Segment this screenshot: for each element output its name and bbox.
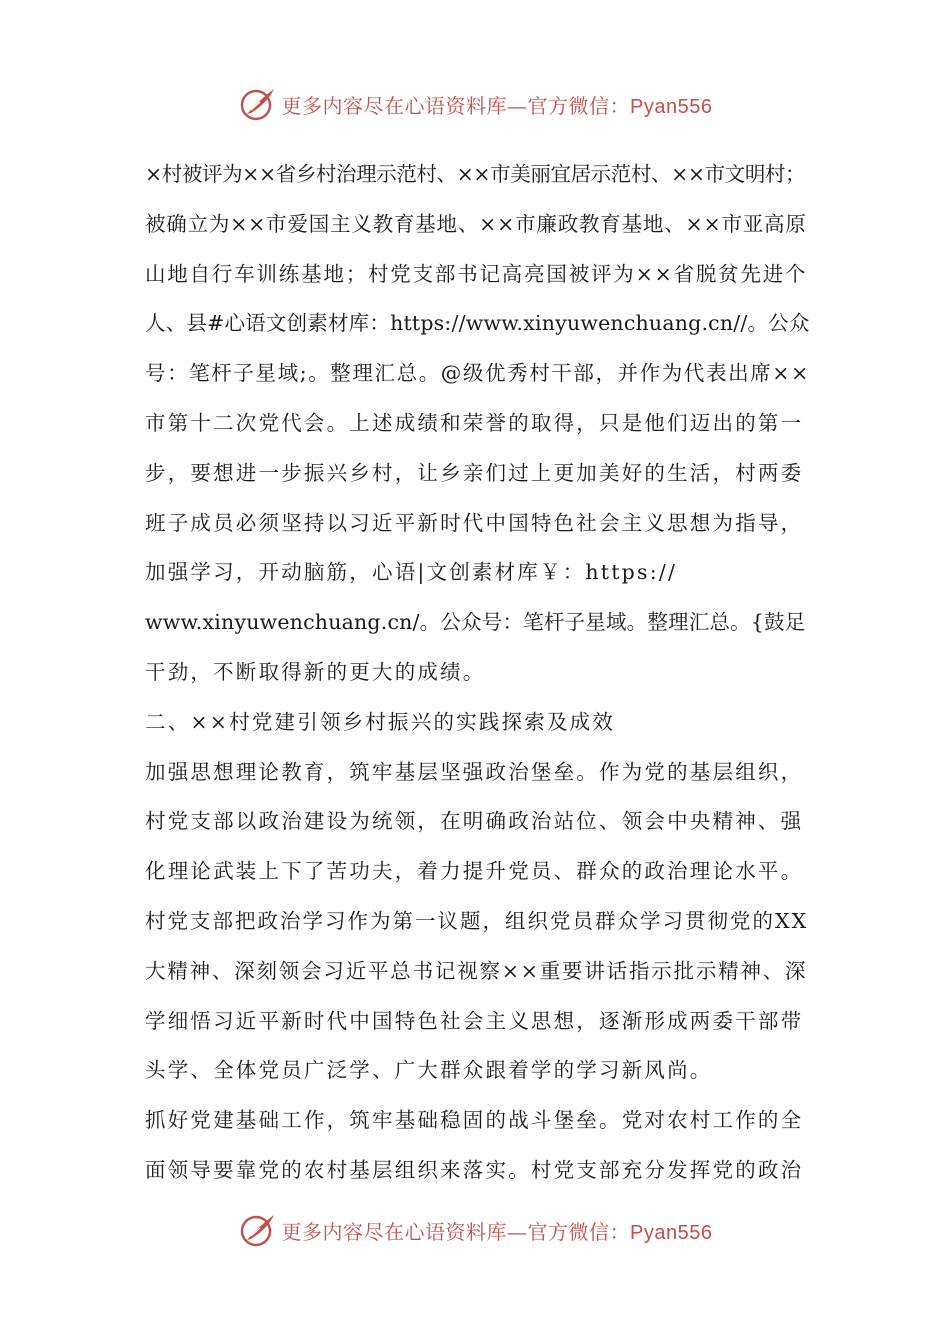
text-line: 面领导要靠党的农村基层组织来落实。村党支部充分发挥党的政治 (145, 1157, 804, 1182)
text-line: 抓好党建基础工作，筑牢基础稳固的战斗堡垒。党对农村工作的全 (145, 1108, 804, 1133)
watermark-text: 更多内容尽在心语资料库—官方微信：Pyan556 (281, 1219, 713, 1244)
text-line: 人、县#心语文创素材库：https://www.xinyuwenchuang.cn//。公众 (145, 311, 810, 336)
text-line: 号：笔杆子星域;。整理汇总。@级优秀村干部，并作为代表出席×× (145, 361, 810, 386)
text-line: 村党支部把政治学习作为第一议题，组织党员群众学习贯彻党的XX (145, 908, 809, 933)
document-body (145, 150, 810, 1196)
text-line: 大精神、深刻领会习近平总书记视察××重要讲话指示批示精神、深 (145, 958, 808, 983)
watermark-text: 更多内容尽在心语资料库—官方微信：Pyan556 (281, 93, 713, 118)
text-line: 学细悟习近平新时代中国特色社会主义思想，逐渐形成两委干部带 (145, 1008, 804, 1033)
text-line: 被确立为××市爱国主义教育基地、××市廉政教育基地、××市亚高原 (145, 211, 807, 236)
text-line: 步，要想进一步振兴乡村，让乡亲们过上更加美好的生活，村两委 (145, 460, 804, 485)
footer-watermark (0, 1210, 950, 1250)
text-line: 村党支部以政治建设为统领，在明确政治站位、领会中央精神、强 (145, 809, 804, 834)
text-line: 干劲，不断取得新的更大的成绩。 (145, 659, 486, 684)
text-line: 班子成员必须坚持以习近平新时代中国特色社会主义思想为指导， (145, 510, 804, 535)
text-line: ×村被评为××省乡村治理示范村、××市美丽宜居示范村、××市文明村； (145, 162, 806, 186)
text-line: 加强思想理论教育，筑牢基层坚强政治堡垒。作为党的基层组织， (145, 759, 804, 784)
text-line: 加强学习，开动脑筋，心语|文创素材库￥：https:// (145, 560, 678, 585)
text-line: www.xinyuwenchuang.cn/。公众号：笔杆子星域。整理汇总。{鼓足 (145, 610, 806, 635)
text-line: 头学、全体党员广泛学、广大群众跟着学的学习新风尚。 (145, 1058, 713, 1083)
section-heading: 二、××村党建引领乡村振兴的实践探索及成效 (145, 709, 616, 734)
text-line: 市第十二次党代会。上述成绩和荣誉的取得，只是他们迈出的第一 (145, 410, 804, 435)
header-watermark (0, 84, 950, 124)
quill-logo-icon (238, 84, 278, 124)
quill-logo-icon (238, 1210, 278, 1250)
text-line: 山地自行车训练基地；村党支部书记高亮国被评为××省脱贫先进个 (145, 261, 808, 286)
text-line: 化理论武装上下了苦功夫，着力提升党员、群众的政治理论水平。 (145, 859, 804, 884)
